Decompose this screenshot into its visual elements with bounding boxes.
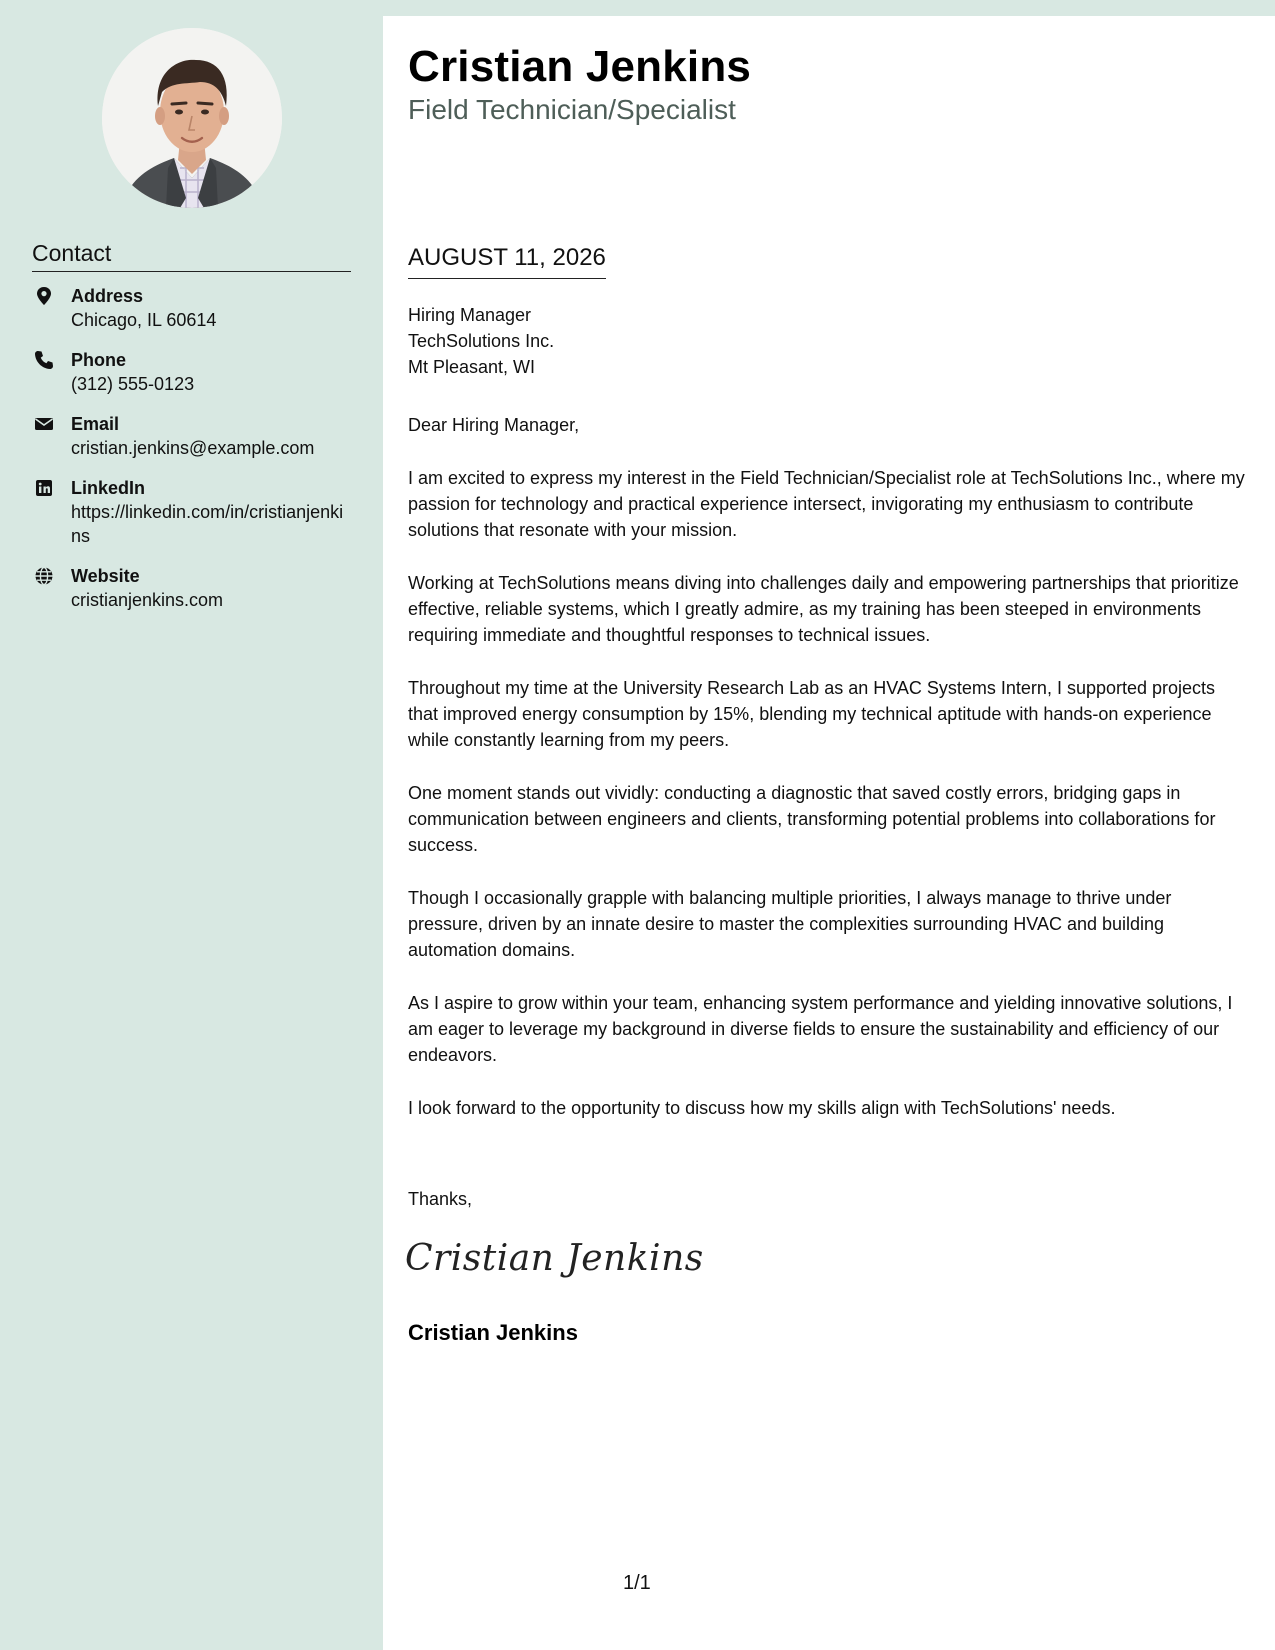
email-link[interactable]: cristian.jenkins@example.com	[71, 438, 315, 458]
contact-label: Phone	[71, 350, 127, 370]
contact-phone	[32, 348, 352, 396]
letter-paragraph: I look forward to the opportunity to discuss how my skills align with TechSolutions' needs.	[408, 1098, 1116, 1118]
letter-date: AUGUST 11, 2026	[408, 244, 606, 279]
letter-paragraph: Though I occasionally grapple with balancing multiple priorities, I always manage to thrive under pressure, driven by an innate desire to master the complexities surrounding HVAC and building automation domains.	[408, 888, 1172, 960]
contact-value: Chicago, IL 60614	[71, 310, 217, 330]
avatar	[102, 28, 282, 208]
contact-email	[32, 412, 352, 460]
contact-label: Email	[71, 414, 120, 434]
recipient-block	[408, 302, 554, 380]
signature: Cristian Jenkins	[405, 1238, 704, 1279]
contact-list	[32, 284, 352, 628]
letter-paragraph: As I aspire to grow within your team, enhancing system performance and yielding innovative solutions, I am eager to leverage my background in diverse fields to ensure the sustainability and efficiency of our endeavors.	[408, 993, 1233, 1065]
applicant-name: Cristian Jenkins	[408, 42, 752, 91]
letter-paragraph: Working at TechSolutions means diving into challenges daily and empowering partnerships that prioritize effective, reliable systems, which I greatly admire, as my training has been steeped in environments requiring immediate and thoughtful responses to technical issues.	[408, 573, 1239, 645]
linkedin-link[interactable]: https://linkedin.com/in/cristianjenkins	[71, 502, 344, 546]
recipient-line: Mt Pleasant, WI	[408, 357, 536, 377]
contact-label: Address	[71, 286, 144, 306]
contact-website	[32, 564, 352, 612]
letter-body	[383, 16, 1275, 1650]
letter-paragraph: Throughout my time at the University Research Lab as an HVAC Systems Intern, I supported projects that improved energy consumption by 15%, blending my technical aptitude with hands-on experience while constantly learning from my peers.	[408, 678, 1216, 750]
contact-label: LinkedIn	[71, 478, 146, 498]
envelope-icon	[34, 414, 54, 434]
signed-name: Cristian Jenkins	[408, 1320, 578, 1345]
phone-icon	[34, 350, 54, 370]
letter-paragraph: I am excited to express my interest in the Field Technician/Specialist role at TechSolutions Inc., where my passion for technology and practical experience intersect, invigorating my enthusiasm to contribute solutions that resonate with your mission.	[408, 468, 1245, 540]
contact-heading: Contact	[32, 240, 351, 272]
job-title: Field Technician/Specialist	[408, 94, 736, 125]
contact-label: Website	[71, 566, 140, 586]
contact-value: (312) 555-0123	[71, 374, 195, 394]
recipient-line: Hiring Manager	[408, 305, 532, 325]
salutation: Dear Hiring Manager,	[408, 415, 580, 435]
profile-photo-icon	[102, 28, 282, 208]
closing: Thanks,	[408, 1189, 473, 1209]
recipient-line: TechSolutions Inc.	[408, 331, 555, 351]
location-pin-icon	[34, 286, 54, 306]
linkedin-icon	[34, 478, 54, 498]
contact-linkedin	[32, 476, 352, 548]
page-number: 1/1	[623, 1572, 651, 1594]
website-link[interactable]: cristianjenkins.com	[71, 590, 224, 610]
contact-address	[32, 284, 352, 332]
letter-content	[408, 412, 1248, 1148]
globe-icon	[34, 566, 54, 586]
letter-paragraph: One moment stands out vividly: conducting a diagnostic that saved costly errors, bridging gaps in communication between engineers and clients, transforming potential problems into collaborations for success.	[408, 783, 1216, 855]
sidebar	[0, 0, 383, 1650]
